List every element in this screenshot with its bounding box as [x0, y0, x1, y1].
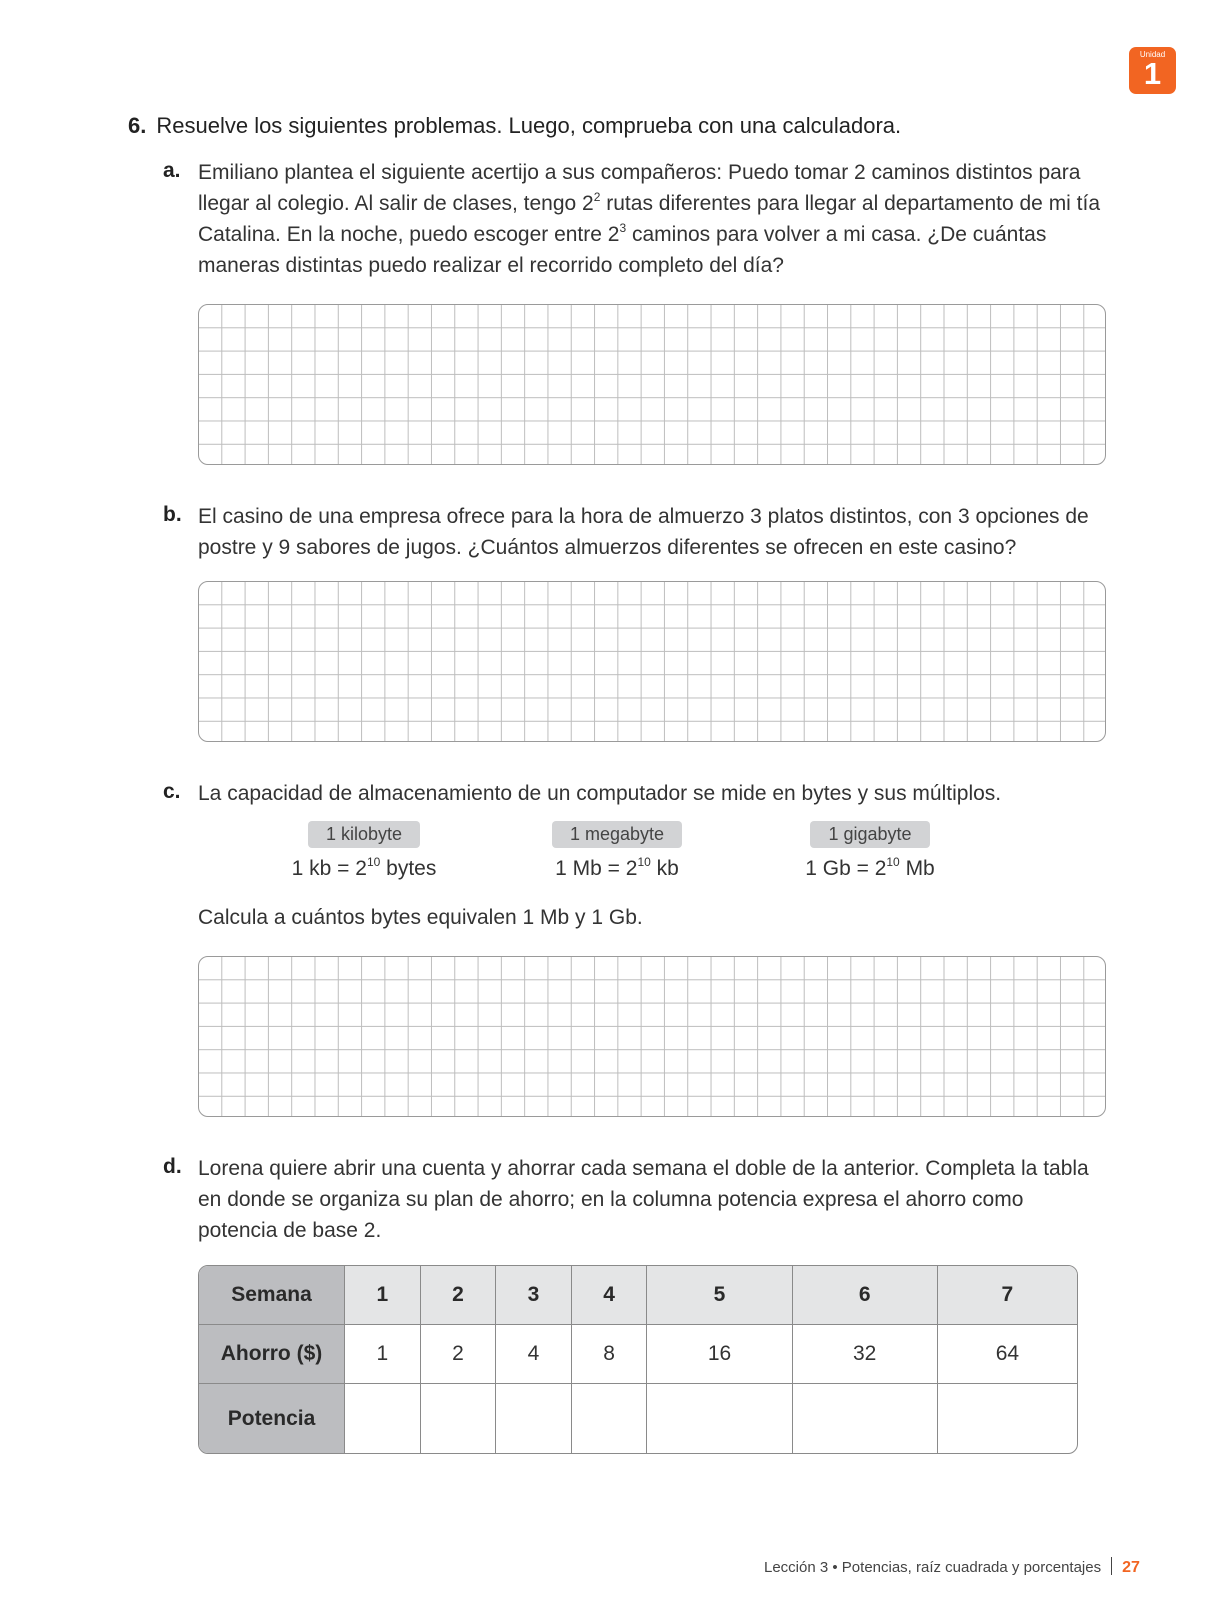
power-input-cell[interactable] [345, 1384, 421, 1453]
unit-kilobyte-equation: 1 kb = $2^{10}$ bytes [291, 855, 437, 880]
power-input-cell[interactable] [938, 1384, 1077, 1453]
row-header-semana: Semana [199, 1266, 345, 1325]
page-footer [764, 1557, 1140, 1577]
footer-divider [1111, 1557, 1112, 1575]
table-row-powers [199, 1384, 1077, 1453]
week-cell: 7 [938, 1266, 1077, 1325]
answer-grid-b[interactable] [198, 581, 1106, 742]
item-c-task: Calcula a cuántos bytes equivalen 1 Mb y 1 Gb. [198, 906, 643, 929]
item-d-text: Lorena quiere abrir una cuenta y ahorrar cada semana el doble de la anterior. Completa la tabla en donde se organiza su plan de ahorro; en la columna potencia expresa el ahorro como potencia de base 2. [198, 1157, 1089, 1242]
row-header-ahorro: Ahorro ($) [199, 1325, 345, 1384]
question-title [128, 113, 901, 139]
answer-grid-a[interactable] [198, 304, 1106, 465]
unit-megabyte-equation: 1 $Mb = 2^{10}$ kb [555, 855, 679, 880]
unit-kilobyte-label: 1 kilobyte [308, 821, 420, 848]
item-a-exponent-2: 3 [619, 221, 627, 235]
week-cell: 2 [421, 1266, 497, 1325]
power-input-cell[interactable] [421, 1384, 497, 1453]
power-input-cell[interactable] [572, 1384, 648, 1453]
savings-cell: 64 [938, 1325, 1077, 1384]
footer-lesson: Lección 3 • Potencias, raíz cuadrada y porcentajes [764, 1559, 1102, 1576]
table-row-weeks [199, 1266, 1077, 1325]
item-a-exponent-1: 2 [593, 190, 601, 204]
item-a-text-part3: caminos para volver a mi casa. ¿De cuántas maneras distintas puedo realizar el recorrido completo del día? [198, 223, 1047, 277]
unit-gigabyte-equation: 1 $Gb = 2^{10}$ Mb [805, 855, 935, 880]
unit-badge [1129, 47, 1176, 94]
unit-gigabyte-label: 1 gigabyte [810, 821, 929, 848]
savings-cell: 4 [496, 1325, 572, 1384]
unit-megabyte [507, 821, 727, 881]
item-a-text-part1: Emiliano plantea el siguiente acertijo a sus compañeros: Puedo tomar 2 caminos distintos para llegar al colegio. Al salir de clases, tengo 2 [198, 161, 1081, 215]
item-c-letter: c. [163, 780, 181, 803]
power-input-cell[interactable] [793, 1384, 938, 1453]
question-number: 6. [128, 113, 147, 138]
week-cell: 6 [793, 1266, 938, 1325]
item-b-text: El casino de una empresa ofrece para la hora de almuerzo 3 platos distintos, con 3 opciones de postre y 9 sabores de jugos. ¿Cuántos almuerzos diferentes se ofrecen en este casino? [198, 505, 1089, 559]
week-cell: 3 [496, 1266, 572, 1325]
unit-kilobyte [254, 821, 474, 881]
savings-cell: 16 [647, 1325, 792, 1384]
week-cell: 1 [345, 1266, 421, 1325]
table-row-savings [199, 1325, 1077, 1384]
item-a-text-part2: rutas diferentes para llegar al departamento de mi tía Catalina. En la noche, puedo escoger entre 2 [198, 192, 1101, 246]
savings-table [198, 1265, 1078, 1454]
item-a-text [198, 157, 1108, 281]
power-input-cell[interactable] [647, 1384, 792, 1453]
unit-gigabyte [760, 821, 980, 881]
savings-cell: 32 [793, 1325, 938, 1384]
savings-cell: 2 [421, 1325, 497, 1384]
answer-grid-c[interactable] [198, 956, 1106, 1117]
item-b-letter: b. [163, 503, 182, 526]
week-cell: 5 [647, 1266, 792, 1325]
unit-number: 1 [1143, 56, 1162, 91]
item-c-text: La capacidad de almacenamiento de un computador se mide en bytes y sus múltiplos. [198, 782, 1002, 805]
week-cell: 4 [572, 1266, 648, 1325]
power-input-cell[interactable] [496, 1384, 572, 1453]
row-header-potencia: Potencia [199, 1384, 345, 1453]
page-number: 27 [1122, 1559, 1140, 1576]
item-d-letter: d. [163, 1155, 182, 1178]
item-a-letter: a. [163, 159, 181, 182]
unit-label: Unidad [1139, 50, 1166, 59]
savings-cell: 1 [345, 1325, 421, 1384]
savings-cell: 8 [572, 1325, 648, 1384]
unit-megabyte-label: 1 megabyte [552, 821, 682, 848]
question-text: Resuelve los siguientes problemas. Luego, comprueba con una calculadora. [156, 113, 902, 138]
